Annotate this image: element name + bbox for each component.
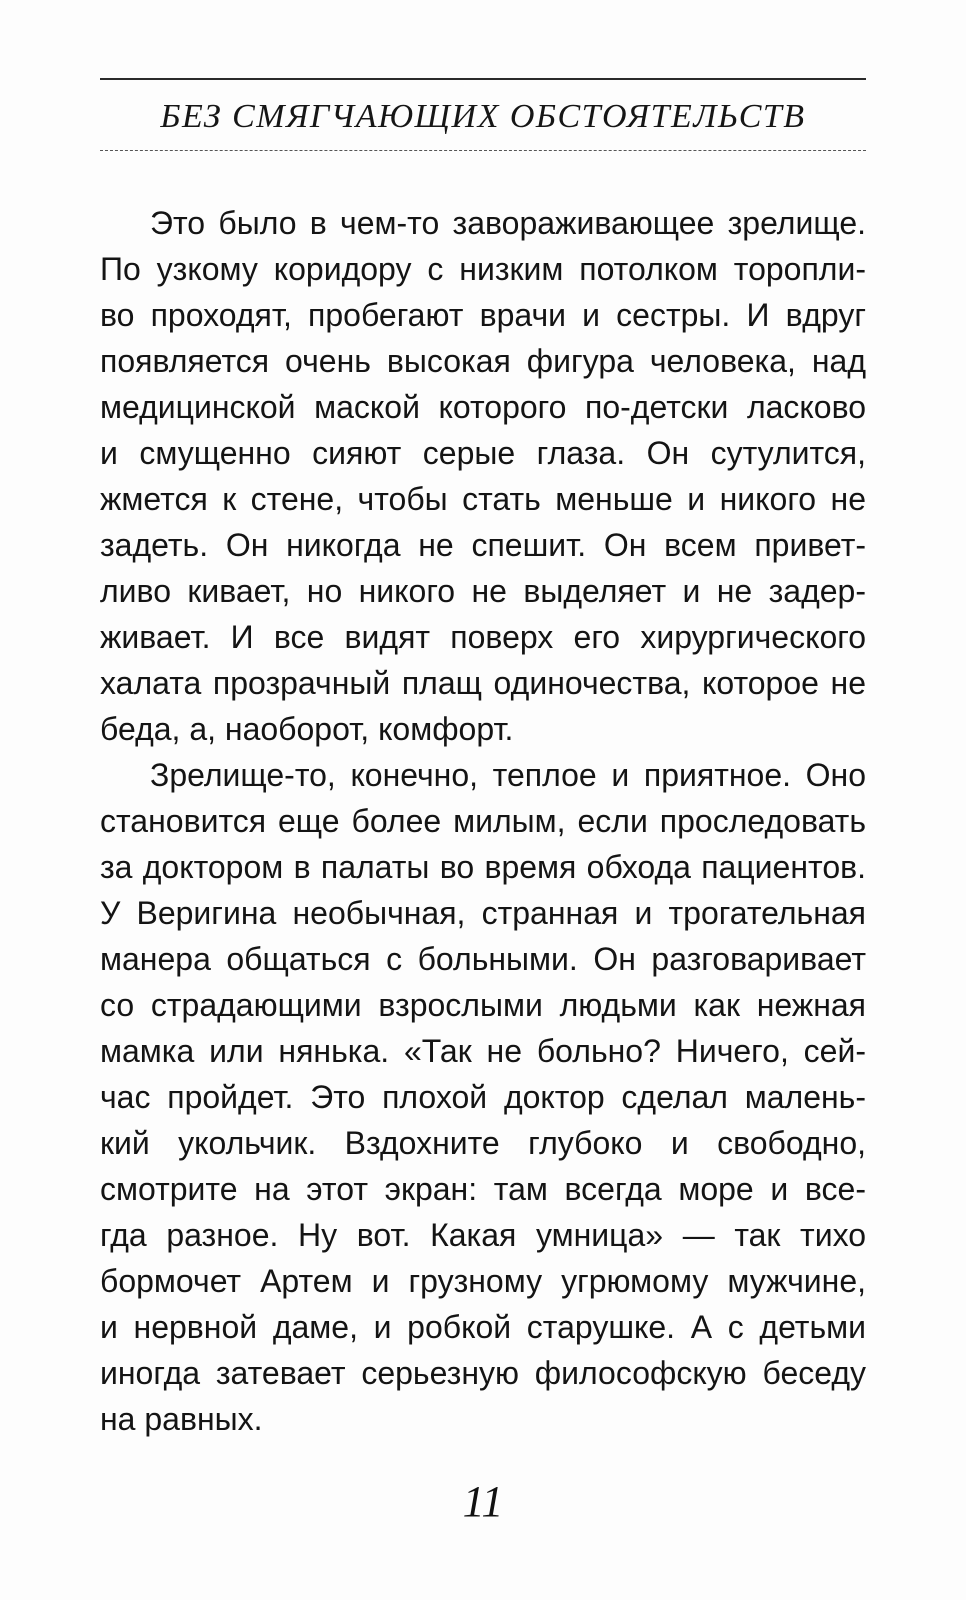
- text-line: становится еще более милым, если проследовать: [100, 803, 866, 839]
- text-line: задеть. Он никогда не спешит. Он всем привет-: [100, 527, 866, 563]
- text-line: ливо кивает, но никого не выделяет и не задер-: [100, 573, 866, 609]
- text-line: и смущенно сияют серые глаза. Он сутулится,: [100, 435, 866, 471]
- text-line: иногда затевает серьезную философскую беседу: [100, 1355, 866, 1391]
- text-line: У Веригина необычная, странная и трогательная: [100, 895, 866, 931]
- text-line: кий укольчик. Вздохните глубоко и свободно,: [100, 1125, 866, 1161]
- body-text: [100, 200, 866, 1442]
- text-line: гда разное. Ну вот. Какая умница» — так тихо: [100, 1217, 866, 1253]
- text-line: со страдающими взрослыми людьми как нежная: [100, 987, 866, 1023]
- text-line: халата прозрачный плащ одиночества, которое не: [100, 665, 866, 701]
- text-line: Это было в чем-то завораживающее зрелище.: [150, 205, 866, 241]
- text-line: жмется к стене, чтобы стать меньше и никого не: [100, 481, 866, 517]
- text-line: Зрелище-то, конечно, теплое и приятное. Оно: [150, 757, 866, 793]
- paragraph: [100, 200, 866, 752]
- text-line: час пройдет. Это плохой доктор сделал малень-: [100, 1079, 866, 1115]
- text-line: мамка или нянька. «Так не больно? Ничего, сей-: [100, 1033, 866, 1069]
- paragraph: [100, 752, 866, 1442]
- text-line: смотрите на этот экран: там всегда море и все-: [100, 1171, 866, 1207]
- text-line: медицинской маской которого по-детски ласково: [100, 389, 866, 425]
- text-line: на равных.: [100, 1401, 263, 1437]
- text-line: манера общаться с больными. Он разговаривает: [100, 941, 866, 977]
- running-head: БЕЗ СМЯГЧАЮЩИХ ОБСТОЯТЕЛЬСТВ: [160, 98, 806, 135]
- text-line: за доктором в палаты во время обхода пациентов.: [100, 849, 866, 885]
- text-line: бормочет Артем и грузному угрюмому мужчине,: [100, 1263, 866, 1299]
- text-line: появляется очень высокая фигура человека, над: [100, 343, 866, 379]
- page-number: 11: [462, 1477, 504, 1526]
- text-line: беда, а, наоборот, комфорт.: [100, 711, 514, 747]
- text-line: По узкому коридору с низким потолком торопли-: [100, 251, 866, 287]
- header-rule-bottom: [100, 150, 866, 151]
- header-rule-top: [100, 78, 866, 80]
- text-line: живает. И все видят поверх его хирургического: [100, 619, 866, 655]
- text-line: и нервной даме, и робкой старушке. А с детьми: [100, 1309, 866, 1345]
- text-line: во проходят, пробегают врачи и сестры. И вдруг: [100, 297, 866, 333]
